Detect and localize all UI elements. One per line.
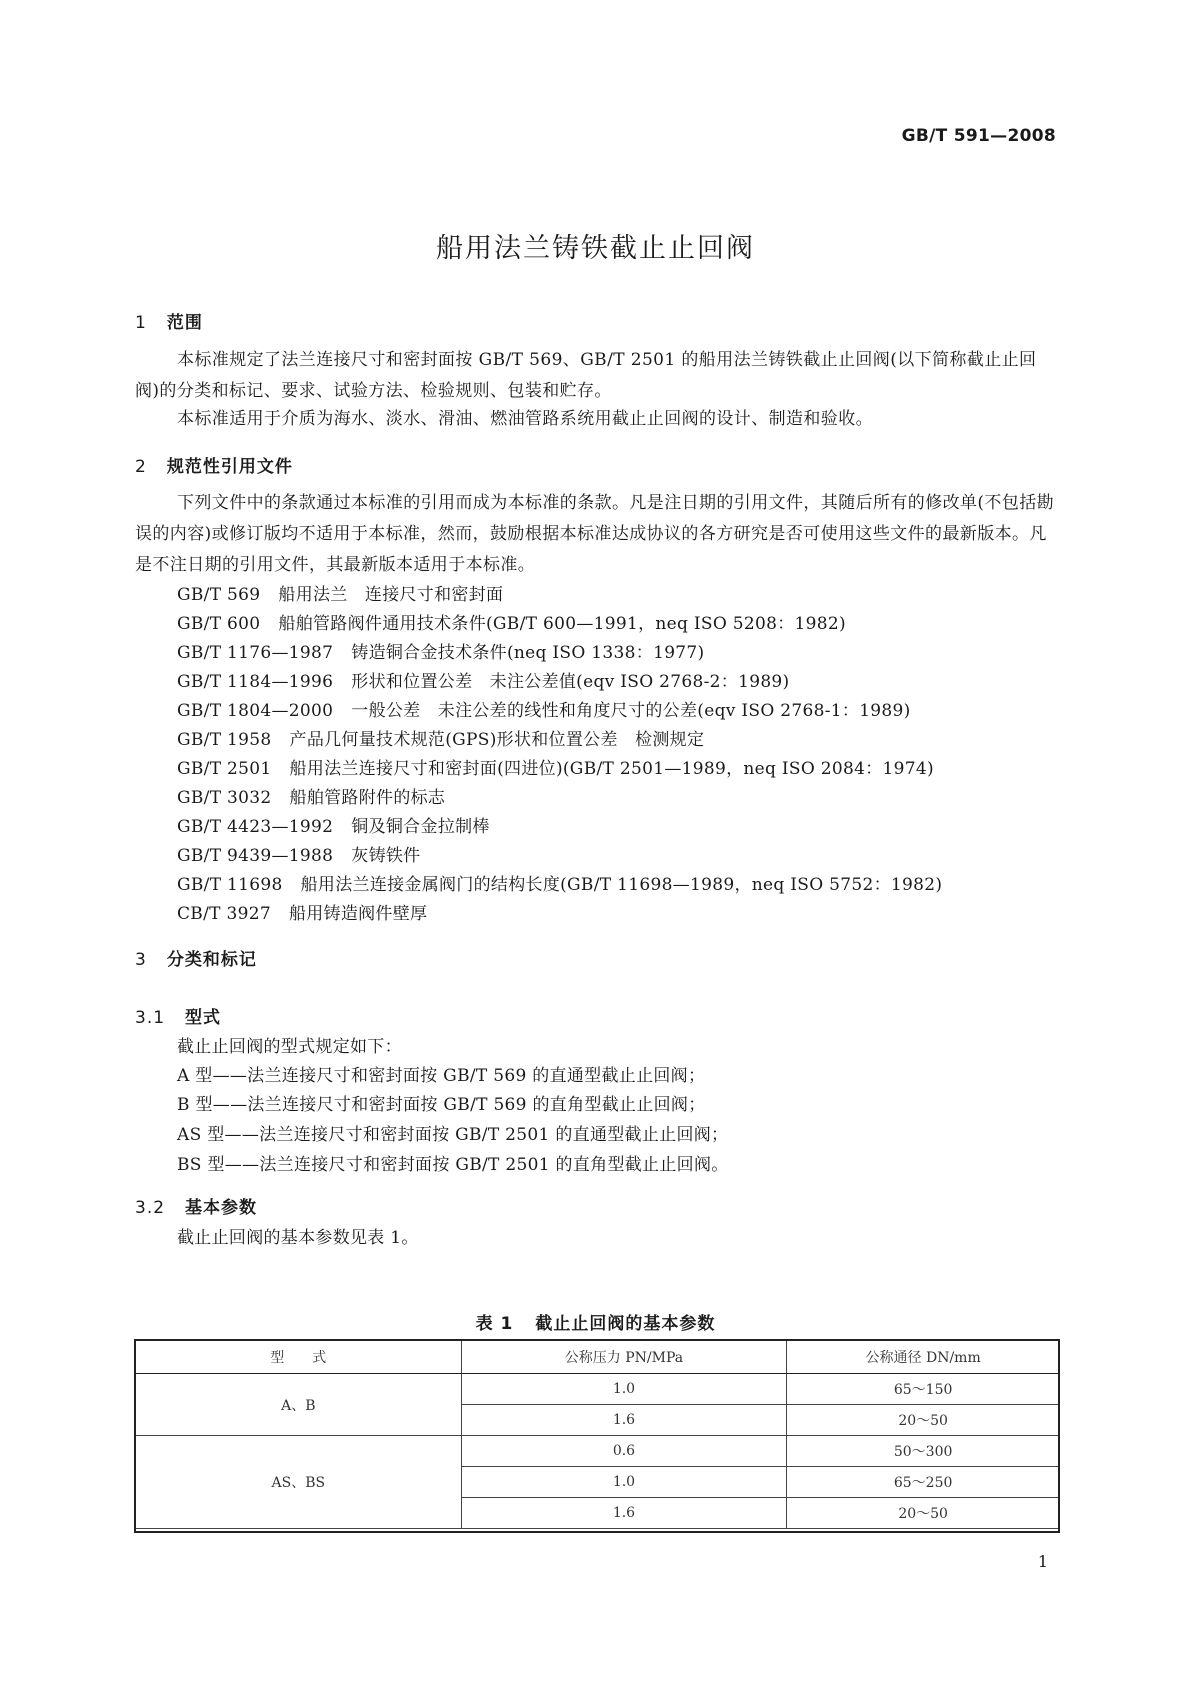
reference-item xyxy=(177,667,790,692)
section-number: 2 xyxy=(135,457,147,477)
reference-title: 铜及铜合金拉制棒 xyxy=(351,817,490,837)
section-title: 规范性引用文件 xyxy=(166,457,293,477)
parameters-table xyxy=(135,1340,1060,1529)
section-3-heading xyxy=(135,945,257,970)
reference-title: 船舶管路阀件通用技术条件(GB/T 600—1991，neq ISO 5208：1982) xyxy=(278,614,846,634)
section-number: 3.2 xyxy=(135,1198,166,1218)
pressure-cell: 0.6 xyxy=(461,1436,787,1467)
section-title: 型式 xyxy=(185,1008,222,1028)
page-number: 1 xyxy=(1037,1552,1048,1571)
header-pressure: 公称压力 PN/MPa xyxy=(461,1341,787,1374)
document-title: 船用法兰铸铁截止止回阀 xyxy=(436,233,755,264)
reference-code: GB/T 2501 xyxy=(177,759,272,779)
section-number: 3 xyxy=(135,950,147,970)
type-item: BS 型——法兰连接尺寸和密封面按 GB/T 2501 的直角型截止止回阀。 xyxy=(177,1155,729,1175)
section-number: 1 xyxy=(135,313,147,333)
reference-item xyxy=(177,638,704,663)
table-caption-number: 表 1 xyxy=(475,1314,514,1334)
type-item: AS 型——法兰连接尺寸和密封面按 GB/T 2501 的直通型截止止回阀； xyxy=(177,1125,729,1145)
reference-title: 船舶管路附件的标志 xyxy=(289,788,446,808)
reference-item xyxy=(177,812,490,837)
table-row xyxy=(136,1436,1060,1467)
reference-code: GB/T 3032 xyxy=(177,788,272,808)
diameter-cell: 50～300 xyxy=(787,1436,1060,1467)
reference-title: 灰铸铁件 xyxy=(351,846,421,866)
standard-number: GB/T 591—2008 xyxy=(901,126,1056,146)
section-title: 范围 xyxy=(166,313,203,333)
normative-intro: 下列文件中的条款通过本标准的引用而成为本标准的条款。凡是注日期的引用文件，其随后所有的修改单(不包括勘误的内容)或修订版均不适用于本标准，然而，鼓励根据本标准达成协议的各方研究是否可使用这些文件的最新版本。凡是不注日期的引用文件，其最新版本适用于本标准。 xyxy=(135,493,1055,575)
section-3-2-heading xyxy=(135,1193,257,1218)
section-title: 基本参数 xyxy=(185,1198,258,1218)
reference-title: 船用法兰连接尺寸和密封面(四进位)(GB/T 2501—1989，neq ISO 2084：1974) xyxy=(289,759,934,779)
reference-item xyxy=(177,725,704,750)
type-cell: A、B xyxy=(136,1374,462,1436)
diameter-cell: 65～150 xyxy=(787,1374,1060,1405)
reference-item xyxy=(177,899,427,924)
header-type: 型 式 xyxy=(136,1341,462,1374)
reference-item xyxy=(177,783,445,808)
pressure-cell: 1.0 xyxy=(461,1374,787,1405)
section-3-1-heading xyxy=(135,1003,221,1028)
diameter-cell: 65～250 xyxy=(787,1467,1060,1498)
table-caption xyxy=(0,1309,1191,1334)
section-title: 分类和标记 xyxy=(166,950,257,970)
reference-code: GB/T 1804—2000 xyxy=(177,701,334,721)
table-row xyxy=(136,1374,1060,1405)
reference-code: GB/T 9439—1988 xyxy=(177,846,334,866)
type-item: A 型——法兰连接尺寸和密封面按 GB/T 569 的直通型截止止回阀； xyxy=(177,1066,706,1086)
reference-title: 船用铸造阀件壁厚 xyxy=(288,904,428,924)
reference-item xyxy=(177,870,942,895)
types-intro: 截止止回阀的型式规定如下： xyxy=(177,1037,402,1057)
reference-item xyxy=(177,754,934,779)
pressure-cell: 1.0 xyxy=(461,1467,787,1498)
reference-code: GB/T 1958 xyxy=(177,730,272,750)
table-caption-title: 截止止回阀的基本参数 xyxy=(535,1314,716,1334)
reference-item xyxy=(177,841,420,866)
reference-code: GB/T 4423—1992 xyxy=(177,817,334,837)
reference-title: 船用法兰连接金属阀门的结构长度(GB/T 11698—1989，neq ISO 5752：1982) xyxy=(300,875,943,895)
reference-item xyxy=(177,609,846,634)
diameter-cell: 20～50 xyxy=(787,1498,1060,1529)
reference-title: 产品几何量技术规范(GPS)形状和位置公差 检测规定 xyxy=(289,730,705,750)
table-header-row xyxy=(136,1341,1060,1374)
reference-title: 船用法兰 连接尺寸和密封面 xyxy=(278,585,504,605)
reference-title: 一般公差 未注公差的线性和角度尺寸的公差(eqv ISO 2768-1：1989) xyxy=(351,701,911,721)
reference-code: CB/T 3927 xyxy=(177,904,271,924)
pressure-cell: 1.6 xyxy=(461,1405,787,1436)
section-2-heading xyxy=(135,452,293,477)
section-1-heading xyxy=(135,308,203,333)
section-number: 3.1 xyxy=(135,1008,166,1028)
reference-code: GB/T 1184—1996 xyxy=(177,672,334,692)
basic-params-intro: 截止止回阀的基本参数见表 1。 xyxy=(177,1228,419,1248)
reference-code: GB/T 600 xyxy=(177,614,261,634)
scope-paragraph-1: 本标准规定了法兰连接尺寸和密封面按 GB/T 569、GB/T 2501 的船用法兰铸铁截止止回阀(以下简称截止止回阀)的分类和标记、要求、试验方法、检验规则、包装和贮存。 xyxy=(135,350,1037,401)
scope-paragraph-2: 本标准适用于介质为海水、淡水、滑油、燃油管路系统用截止止回阀的设计、制造和验收。 xyxy=(177,409,873,429)
header-diameter: 公称通径 DN/mm xyxy=(787,1341,1060,1374)
reference-code: GB/T 569 xyxy=(177,585,261,605)
type-item: B 型——法兰连接尺寸和密封面按 GB/T 569 的直角型截止止回阀； xyxy=(177,1095,706,1115)
reference-code: GB/T 1176—1987 xyxy=(177,643,334,663)
type-cell: AS、BS xyxy=(136,1436,462,1529)
reference-item xyxy=(177,580,503,605)
reference-code: GB/T 11698 xyxy=(177,875,283,895)
reference-item xyxy=(177,696,911,721)
pressure-cell: 1.6 xyxy=(461,1498,787,1529)
reference-title: 形状和位置公差 未注公差值(eqv ISO 2768-2：1989) xyxy=(351,672,790,692)
reference-title: 铸造铜合金技术条件(neq ISO 1338：1977) xyxy=(351,643,705,663)
diameter-cell: 20～50 xyxy=(787,1405,1060,1436)
